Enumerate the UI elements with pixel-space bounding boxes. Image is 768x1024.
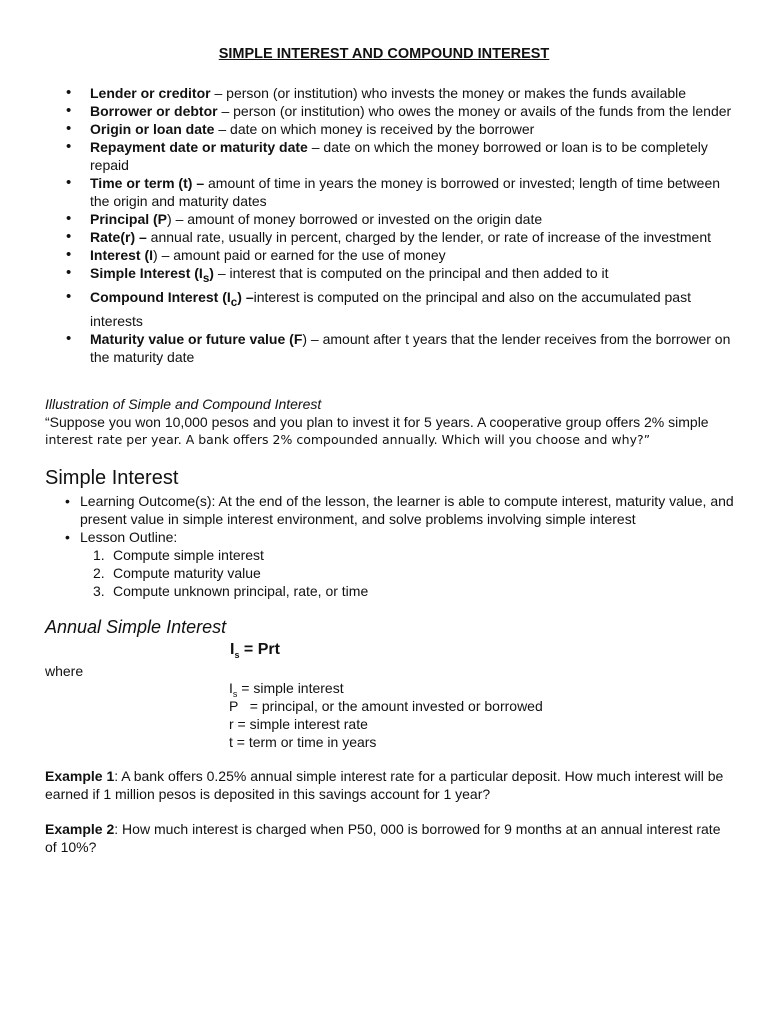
lesson-outline — [45, 528, 735, 600]
definition-item — [45, 264, 735, 288]
definition-item — [45, 246, 735, 264]
formula-legend — [229, 679, 543, 751]
page-title: SIMPLE INTEREST AND COMPOUND INTEREST — [218, 46, 550, 62]
definition-desc: interest is computed on the principal and also on the accumulated past interests — [90, 288, 691, 329]
definition-term: Time or term (t) – — [90, 175, 205, 191]
definition-item — [45, 330, 735, 366]
definition-term-subscript: c — [230, 295, 238, 309]
outline-item — [80, 582, 735, 600]
definition-desc: – date on which money is received by the borrower — [214, 121, 535, 137]
definition-item — [45, 102, 735, 120]
section-heading-simple-interest: Simple Interest — [45, 467, 179, 489]
outline-item — [80, 564, 735, 582]
outline-number: 1. — [93, 547, 105, 563]
example-label: Example 2 — [45, 821, 115, 837]
definition-item — [45, 120, 735, 138]
learning-outcome: • Learning Outcome(s): At the end of the lesson, the learner is able to compute interest, maturity value, and present value in simple interest environment, and solve problems involving simple interest — [45, 492, 735, 528]
legend-p: P = principal, or the amount invested or borrowed — [229, 698, 543, 714]
definition-item — [45, 288, 735, 330]
definition-desc: – person (or institution) who owes the money or avails of the funds from the lender — [217, 103, 732, 119]
illustration-quote — [45, 413, 735, 449]
example-label: Example 1 — [45, 768, 115, 784]
illustration-quote-line1: “Suppose you won 10,000 pesos and you plan to invest it for 5 years. A cooperative group offers 2% simple — [45, 414, 709, 430]
illustration-title: Illustration of Simple and Compound Interest — [45, 396, 322, 412]
example-text: : A bank offers 0.25% annual simple interest rate for a particular deposit. How much interest will be earned if 1 million pesos is deposited in this savings account for 1 year? — [45, 768, 724, 802]
definition-desc: annual rate, usually in percent, charged by the lender, or rate of increase of the investment — [146, 229, 712, 245]
definition-item — [45, 210, 735, 228]
definition-desc: – interest that is computed on the principal and then added to it — [213, 265, 609, 281]
definition-term: Lender or creditor — [90, 85, 211, 101]
lesson-outline-label: Lesson Outline: — [80, 529, 178, 545]
example-text: : How much interest is charged when P50, 000 is borrowed for 9 months at an annual interest rate of 10%? — [45, 821, 721, 855]
legend-r: r = simple interest rate — [229, 716, 368, 732]
where-label: where — [45, 663, 84, 679]
example-2 — [45, 820, 735, 856]
definition-term-end: ) — [209, 265, 214, 281]
definition-term-end: ) – — [237, 288, 254, 305]
definition-term: Origin or loan date — [90, 121, 215, 137]
outline-text: Compute maturity value — [113, 565, 261, 581]
definition-desc: ) – amount of money borrowed or invested on the origin date — [167, 211, 543, 227]
definition-desc: – date on which the money borrowed or loan is to be completely repaid — [90, 139, 708, 173]
definition-term — [90, 265, 214, 285]
example-1 — [45, 767, 735, 803]
definition-item — [45, 174, 735, 210]
formula-lhs: I — [230, 641, 235, 658]
legend-is — [229, 679, 543, 697]
lesson-info-list — [45, 492, 735, 600]
legend-t: t = term or time in years — [229, 734, 377, 750]
formula-subscript: s — [234, 650, 240, 661]
definition-term-subscript: s — [202, 271, 210, 285]
section-heading-annual-simple-interest: Annual Simple Interest — [45, 617, 227, 637]
definition-item — [45, 84, 735, 102]
definition-desc: ) – amount after t years that the lender receives from the borrower on the maturity date — [90, 330, 731, 365]
definition-desc: amount of time in years the money is borrowed or invested; length of time between the origin and maturity dates — [90, 175, 721, 209]
outline-text: Compute simple interest — [113, 547, 264, 563]
legend-is-subscript: s — [232, 688, 238, 699]
outline-list — [80, 546, 735, 600]
definition-term: Interest (I — [90, 247, 154, 263]
outline-number: 2. — [93, 565, 105, 581]
definitions-list — [45, 84, 735, 366]
definition-term: Principal (P — [90, 211, 168, 227]
definition-desc: ) – amount paid or earned for the use of money — [153, 247, 446, 263]
definition-term: Rate(r) – — [90, 229, 147, 245]
definition-term-text: Simple Interest (I — [90, 265, 203, 281]
definition-term: Maturity value or future value (F — [90, 330, 303, 347]
formula-rhs: = Prt — [239, 641, 280, 658]
legend-is-text: = simple interest — [237, 680, 344, 696]
outline-number: 3. — [93, 583, 105, 599]
definition-item — [45, 138, 735, 174]
formula — [230, 640, 280, 660]
definition-term: Repayment date or maturity date — [90, 139, 308, 155]
definition-item — [45, 228, 735, 246]
definition-term — [90, 288, 254, 309]
legend-is-symbol: I — [229, 680, 233, 696]
definition-term: Borrower or debtor — [90, 103, 218, 119]
outline-text: Compute unknown principal, rate, or time — [113, 583, 369, 599]
definition-desc: – person (or institution) who invests the money or makes the funds available — [210, 85, 687, 101]
definition-term-text: Compound Interest (I — [90, 288, 231, 305]
outline-item — [80, 546, 735, 564]
illustration-quote-line2: interest rate per year. A bank offers 2% compounded annually. Which will you choose and why?” — [45, 432, 651, 447]
